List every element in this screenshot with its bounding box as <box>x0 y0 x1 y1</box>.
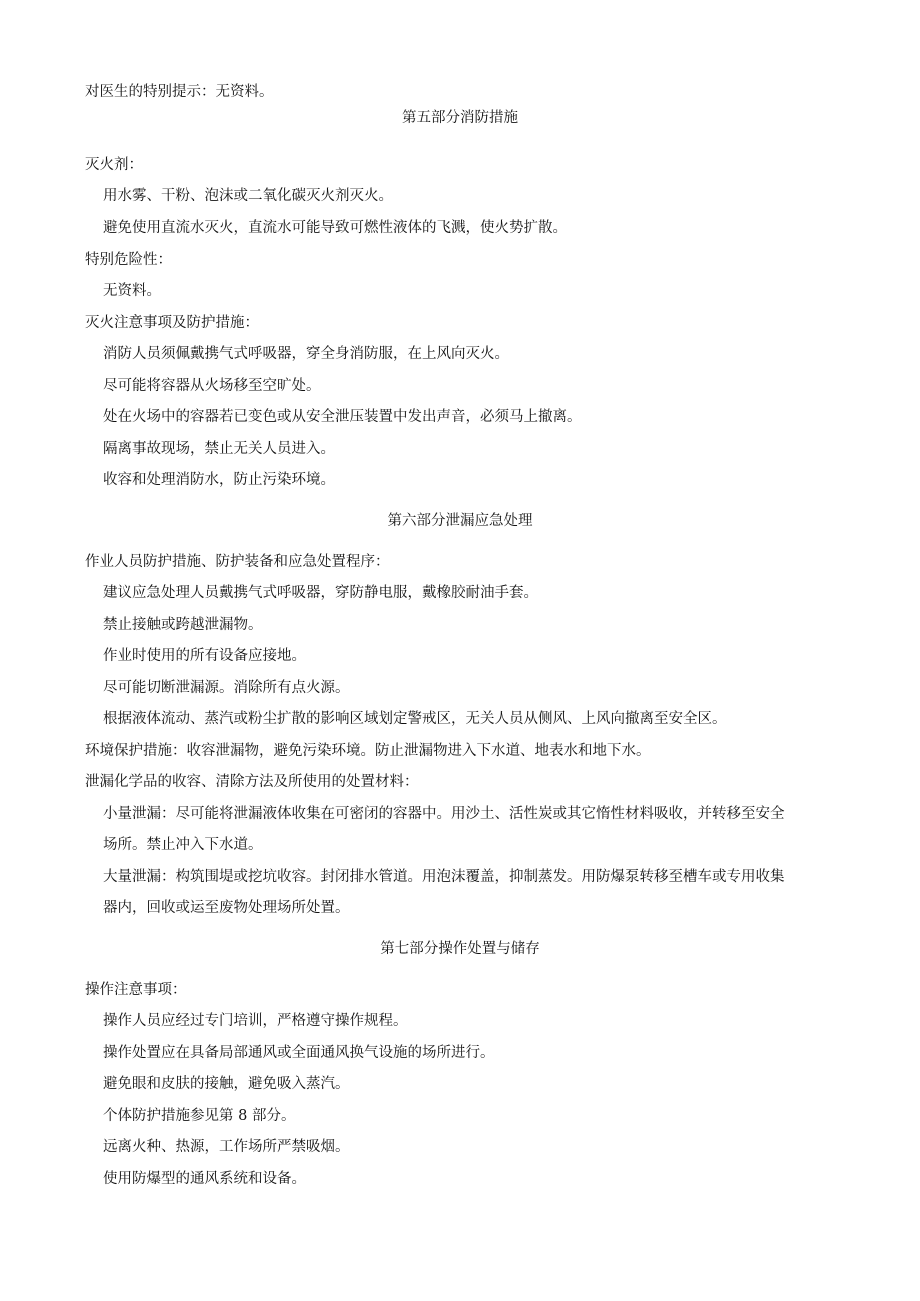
precaution-item: 隔离事故现场，禁止无关人员进入。 <box>103 441 335 457</box>
handling-item: 操作人员应经过专门培训，严格遵守操作规程。 <box>103 1013 408 1029</box>
precaution-item: 收容和处理消防水，防止污染环境。 <box>103 472 335 488</box>
personal-protection-item: 禁止接触或跨越泄漏物。 <box>103 617 263 633</box>
handling-item: 个体防护措施参见第 8 部分。 <box>103 1108 296 1124</box>
large-spill-text: 大量泄漏：构筑围堤或挖坑收容。封闭排水管道。用泡沫覆盖，抑制蒸发。用防爆泵转移至槽车或专用收集 <box>103 869 785 885</box>
env-protection-text: 收容泄漏物，避免污染环境。防止泄漏物进入下水道、地表水和地下水。 <box>186 743 651 759</box>
handling-item: 使用防爆型的通风系统和设备。 <box>103 1171 306 1187</box>
small-spill-text: 场所。禁止冲入下水道。 <box>103 837 263 853</box>
handling-item: 远离火种、热源，工作场所严禁吸烟。 <box>103 1139 350 1155</box>
large-spill-text: 器内，回收或运至废物处理场所处置。 <box>103 900 350 916</box>
extinguisher-item: 用水雾、干粉、泡沫或二氧化碳灭火剂灭火。 <box>103 188 393 204</box>
precaution-item: 处在火场中的容器若已变色或从安全泄压装置中发出声音，必须马上撤离。 <box>103 409 582 425</box>
handling-label: 操作注意事项： <box>85 982 187 998</box>
precaution-item: 尽可能将容器从火场移至空旷处。 <box>103 378 321 394</box>
section7-title: 第七部分操作处置与储存 <box>380 941 540 957</box>
hazard-item: 无资料。 <box>103 283 161 299</box>
extinguisher-label: 灭火剂： <box>85 157 143 173</box>
section5-title: 第五部分消防措施 <box>402 110 518 126</box>
personal-protection-label: 作业人员防护措施、防护装备和应急处置程序： <box>85 554 390 570</box>
handling-item: 避免眼和皮肤的接触，避免吸入蒸汽。 <box>103 1076 350 1092</box>
personal-protection-item: 根据液体流动、蒸汽或粉尘扩散的影响区域划定警戒区，无关人员从侧风、上风向撤离至安全区。 <box>103 711 727 727</box>
small-spill-text: 小量泄漏：尽可能将泄漏液体收集在可密闭的容器中。用沙土、活性炭或其它惰性材料吸收，并转移至安全 <box>103 806 785 822</box>
handling-item: 操作处置应在具备局部通风或全面通风换气设施的场所进行。 <box>103 1045 495 1061</box>
doctor-note: 对医生的特别提示：无资料。 <box>85 84 274 100</box>
personal-protection-item: 建议应急处理人员戴携气式呼吸器，穿防静电服，戴橡胶耐油手套。 <box>103 585 538 601</box>
extinguisher-item: 避免使用直流水灭火，直流水可能导致可燃性液体的飞溅，使火势扩散。 <box>103 220 567 236</box>
precaution-label: 灭火注意事项及防护措施： <box>85 315 259 331</box>
personal-protection-item: 尽可能切断泄漏源。消除所有点火源。 <box>103 680 350 696</box>
personal-protection-item: 作业时使用的所有设备应接地。 <box>103 648 306 664</box>
env-protection <box>85 741 651 761</box>
cleanup-label: 泄漏化学品的收容、清除方法及所使用的处置材料： <box>85 774 419 790</box>
section6-title: 第六部分泄漏应急处理 <box>387 513 533 529</box>
env-protection-label: 环境保护措施： <box>85 743 187 759</box>
precaution-item: 消防人员须佩戴携气式呼吸器，穿全身消防服，在上风向灭火。 <box>103 346 509 362</box>
hazard-label: 特别危险性： <box>85 252 172 268</box>
